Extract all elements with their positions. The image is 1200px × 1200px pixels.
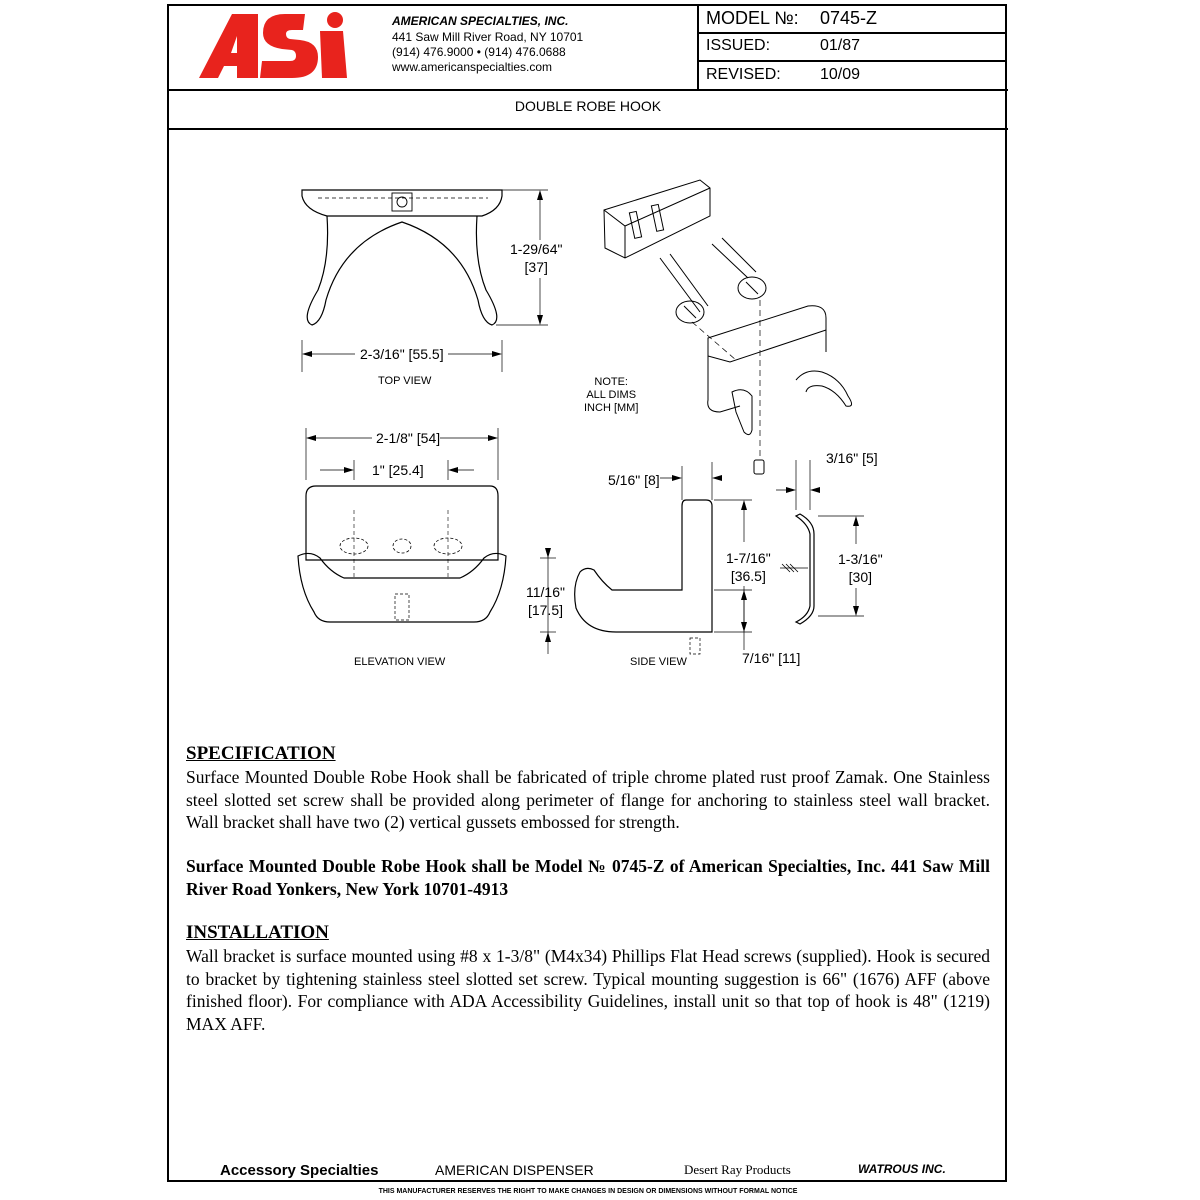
top-view-label: TOP VIEW [378,375,432,387]
company-phones: (914) 476.9000 • (914) 476.0688 [392,45,566,59]
issued-label: ISSUED: [706,37,771,54]
dim-side-depth: 5/16" [8] [608,472,660,488]
dim-elevation-width: 2-1/8" [54] [376,430,441,446]
elevation-view-label: ELEVATION VIEW [354,656,446,668]
specification-body: Surface Mounted Double Robe Hook shall be fabricated of triple chrome plated rust proof Zamak. One Stainless steel slotted set screw shall be provided along perimeter of flange for anchoring to stainless steel wall bracket. Wall bracket shall have two (2) vertical gussets embossed for strength. [186,767,990,832]
installation-body: Wall bracket is surface mounted using #8 x 1-3/8" (M4x34) Phillips Flat Head screws (supplied). Hook is secured to bracket by tightening stainless steel slotted set screw. Typical mounting suggestion is 66" (1676) AFF (above finished floor). For compliance with ADA Accessibility Guidelines, install unit so that top of hook is 48" (1219) MAX AFF. [186,946,990,1034]
dim-top-width: 2-3/16" [55.5] [360,346,444,362]
company-name: AMERICAN SPECIALTIES, INC. [392,14,569,28]
specification-heading: SPECIFICATION [186,743,336,764]
company-website[interactable]: www.americanspecialties.com [392,60,553,74]
dim-elevation-inner: 1" [25.4] [372,462,424,478]
product-title: DOUBLE ROBE HOOK [514,98,662,114]
dim-elevation-height: 11/16" [17.5] [526,584,565,618]
issued-value: 01/87 [820,37,861,54]
company-address: 441 Saw Mill River Road, NY 10701 [392,30,584,44]
isometric-drawing [604,180,852,474]
elevation-view-drawing [298,428,506,622]
drawing-note: NOTE: ALL DIMS INCH [MM] [584,376,639,414]
brand-watrous: WATROUS INC. [858,1162,946,1176]
dim-side-bottom: 7/16" [11] [742,650,801,666]
model-statement: Surface Mounted Double Robe Hook shall be Model № 0745-Z of American Specialties, Inc. 441 Saw Mill River Road Yonkers, New York 10701-4913 [186,856,990,899]
dim-bracket-depth: 3/16" [5] [826,450,878,466]
revised-value: 10/09 [820,66,861,83]
brand-american-dispenser: AMERICAN DISPENSER [435,1162,594,1178]
model-value: 0745-Z [820,8,878,28]
installation-heading: INSTALLATION [186,922,329,943]
side-view-label: SIDE VIEW [630,656,687,668]
side-view-drawing [540,460,864,654]
revised-label: REVISED: [706,66,781,83]
dim-top-height: 1-29/64" [37] [510,241,563,275]
top-view-drawing [302,190,548,372]
model-label: MODEL №: [706,8,799,28]
dim-bracket-height: 1-3/16" [30] [838,551,883,585]
dim-side-height: 1-7/16" [36.5] [726,550,771,584]
brand-accessory-specialties: Accessory Specialties [220,1162,379,1179]
footer-disclaimer: THIS MANUFACTURER RESERVES THE RIGHT TO MAKE CHANGES IN DESIGN OR DIMENSIONS WITHOUT FORMAL NOTICE [378,1188,798,1195]
brand-desert-ray: Desert Ray Products [684,1162,791,1177]
